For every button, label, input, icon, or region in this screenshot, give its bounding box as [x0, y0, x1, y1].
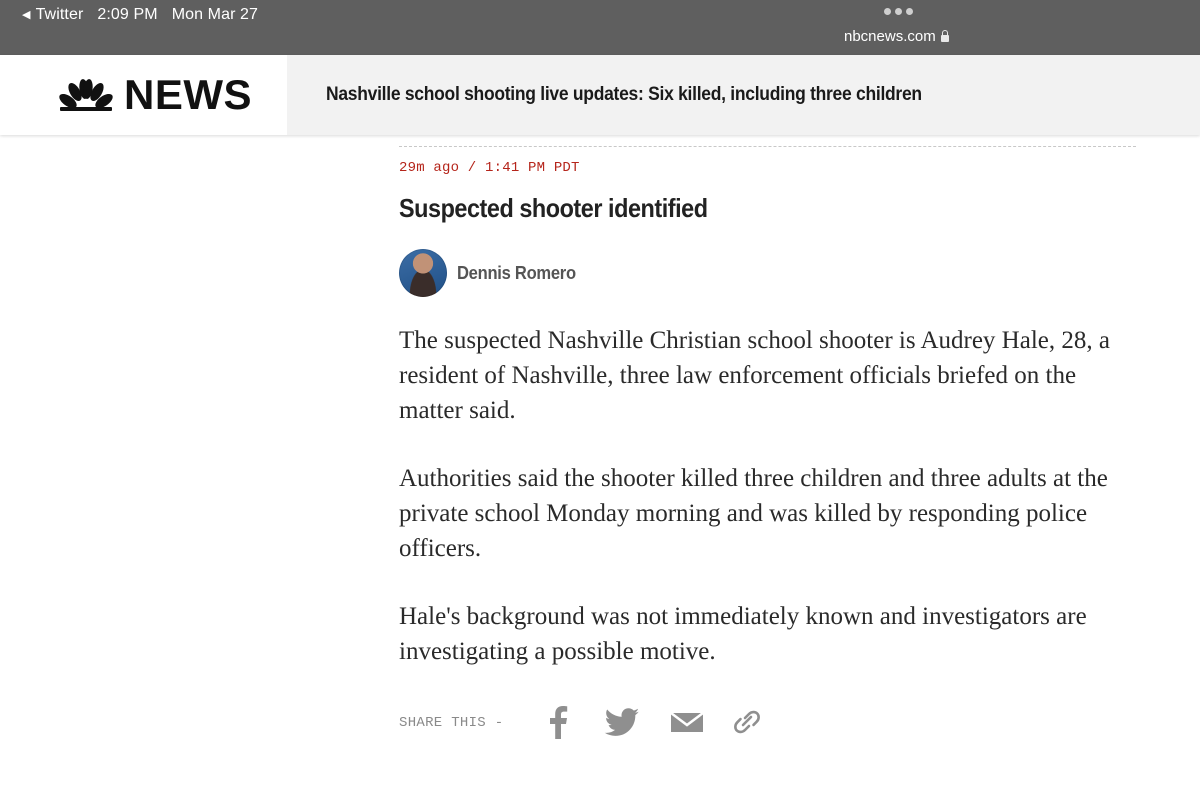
- lock-icon: [941, 35, 949, 42]
- facebook-icon[interactable]: [547, 705, 569, 739]
- url-bar[interactable]: [844, 28, 949, 45]
- status-time: 2:09 PM: [97, 6, 158, 23]
- author-name[interactable]: Dennis Romero: [457, 263, 576, 283]
- paragraph-1: The suspected Nashville Christian school shooter is Audrey Hale, 28, a resident of Nashville, three law enforcement officials briefed on the matter said.: [399, 327, 1110, 424]
- link-icon[interactable]: [733, 705, 761, 739]
- paragraph-3: Hale's background was not immediately known and investigators are investigating a possible motive.: [399, 603, 1087, 665]
- url-text: nbcnews.com: [844, 28, 936, 45]
- divider: [399, 146, 1136, 147]
- share-label: SHARE THIS -: [399, 715, 504, 731]
- email-icon[interactable]: [670, 705, 704, 739]
- site-header: [0, 55, 1200, 135]
- author-avatar[interactable]: [399, 249, 447, 297]
- twitter-icon[interactable]: [604, 705, 640, 739]
- back-arrow-icon[interactable]: ◀: [22, 8, 31, 21]
- live-updates-title[interactable]: Nashville school shooting live updates: Six killed, including three children: [326, 84, 922, 105]
- browser-status-bar: [0, 0, 1200, 55]
- logo-text: NEWS: [124, 71, 252, 118]
- nbc-news-logo[interactable]: [0, 55, 287, 135]
- back-to-app-link[interactable]: Twitter: [35, 6, 84, 23]
- status-date: Mon Mar 27: [171, 6, 259, 23]
- more-dots-icon[interactable]: [884, 8, 913, 15]
- post-timestamp: 29m ago / 1:41 PM PDT: [399, 160, 580, 176]
- paragraph-2: Authorities said the shooter killed three children and three adults at the private school Monday morning and was killed by responding police officers.: [399, 465, 1108, 562]
- status-left: [22, 6, 258, 24]
- post-headline: Suspected shooter identified: [399, 193, 708, 223]
- peacock-icon: [58, 79, 114, 111]
